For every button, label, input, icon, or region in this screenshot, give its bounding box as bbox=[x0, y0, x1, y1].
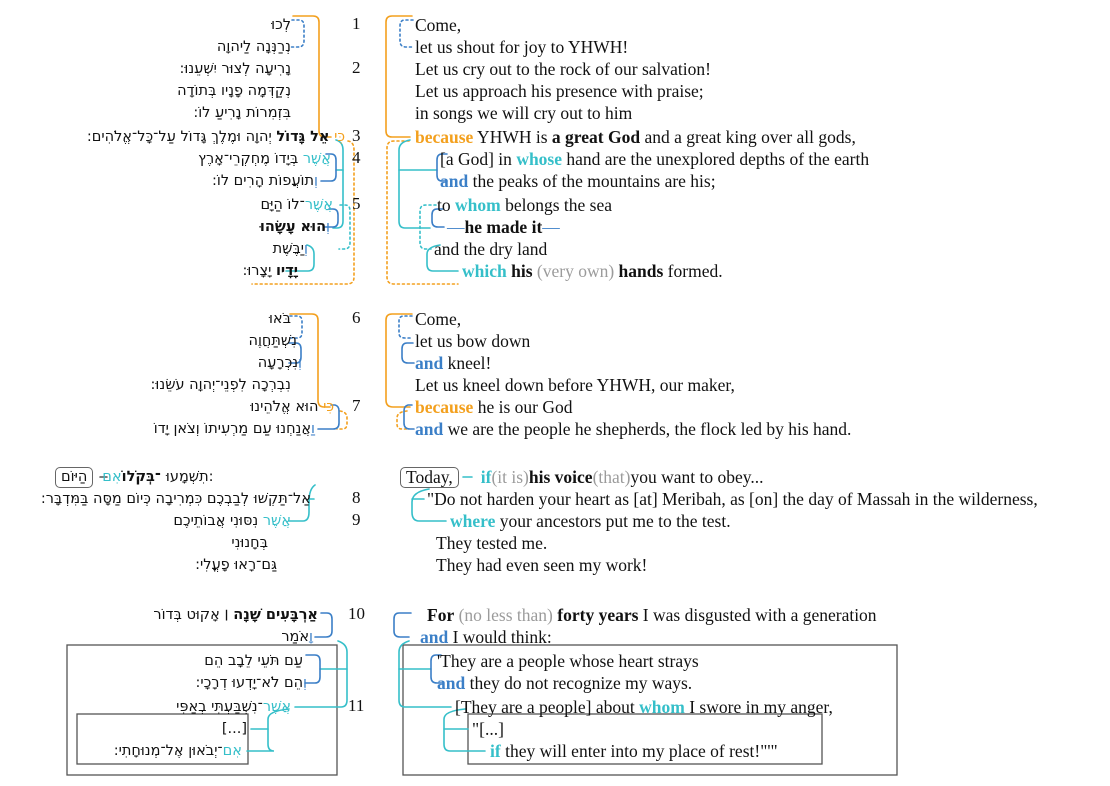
hebrew-segment: הוּא אֱלֹהֵינוּ bbox=[250, 399, 324, 415]
hebrew-line bbox=[242, 260, 298, 282]
hebrew-line bbox=[231, 532, 268, 554]
hebrew-segment: בֹּאוּ bbox=[268, 311, 291, 327]
hebrew-segment: : bbox=[208, 469, 214, 485]
hebrew-line bbox=[204, 650, 303, 672]
english-segment: Come, bbox=[415, 309, 462, 329]
hebrew-segment: נִסּוּנִי אֲבוֹתֵיכֶם bbox=[173, 513, 263, 529]
verse-number: 1 bbox=[352, 14, 361, 33]
hebrew-line bbox=[176, 696, 291, 718]
hebrew-segment: נָרִיעָה לְצוּר יִשְׁעֵנוּ: bbox=[179, 61, 291, 77]
clause-bracket bbox=[305, 655, 320, 683]
hebrew-line bbox=[154, 418, 315, 440]
english-segment: his voice bbox=[528, 467, 593, 487]
verse-number: 10 bbox=[348, 604, 365, 623]
english-segment: which bbox=[462, 261, 507, 281]
hebrew-line bbox=[250, 396, 334, 418]
hebrew-line bbox=[260, 216, 330, 238]
english-line bbox=[415, 58, 711, 80]
english-segment: kneel! bbox=[443, 353, 492, 373]
verse-number: 9 bbox=[352, 510, 361, 529]
hebrew-segment: הוּא עָשָׂהוּ bbox=[259, 219, 327, 235]
english-line bbox=[415, 102, 632, 124]
english-segment: — bbox=[447, 217, 465, 237]
hebrew-segment: הֵם לֹא־יָדְעוּ דְרָכָי: bbox=[195, 675, 304, 691]
hebrew-segment: וָ bbox=[309, 629, 313, 645]
hebrew-segment: נְקַדְּמָה פָנָיו בְּתוֹדָה bbox=[177, 83, 291, 99]
english-line bbox=[472, 718, 504, 740]
hebrew-line bbox=[55, 466, 214, 488]
english-segment: and bbox=[440, 171, 469, 191]
clause-bracket bbox=[386, 16, 412, 137]
english-segment: They had even seen my work! bbox=[436, 555, 648, 575]
hebrew-line bbox=[195, 672, 307, 694]
english-line bbox=[436, 554, 647, 576]
english-segment: because bbox=[415, 397, 474, 417]
hebrew-line bbox=[217, 36, 291, 58]
english-segment: and a great king over all gods, bbox=[640, 127, 856, 147]
hebrew-segment: וְ bbox=[304, 241, 308, 257]
english-line bbox=[415, 418, 851, 440]
hebrew-segment: ׀ אָקוּט בְּדוֹר bbox=[153, 607, 234, 623]
english-line bbox=[415, 14, 461, 36]
hebrew-segment: נִבְרְכָה לִפְנֵי־יְהוָה עֹשֵׂנוּ: bbox=[150, 377, 291, 393]
clause-bracket bbox=[402, 343, 414, 363]
english-segment: and bbox=[420, 627, 449, 647]
english-line bbox=[427, 604, 877, 626]
english-segment: (that) bbox=[592, 467, 631, 487]
verse-number: 4 bbox=[352, 148, 361, 167]
english-segment: if bbox=[490, 741, 501, 761]
hebrew-segment: אַרְבָּעִים שָׁנָה bbox=[233, 607, 318, 623]
english-segment: 'They are a people whose heart strays bbox=[437, 651, 699, 671]
hebrew-segment: כִּי bbox=[334, 129, 345, 145]
english-line bbox=[437, 650, 699, 672]
hebrew-segment: עַם תֹּעֵי לֵבָב הֵם bbox=[204, 653, 303, 669]
english-line bbox=[415, 374, 735, 396]
english-line bbox=[415, 36, 628, 58]
hebrew-line bbox=[248, 330, 297, 352]
hebrew-segment: אֹמַר bbox=[281, 629, 310, 645]
english-segment: he is our God bbox=[473, 397, 573, 417]
hebrew-segment: תוֹעֲפוֹת הָרִים לוֹ: bbox=[211, 173, 315, 189]
hebrew-segment: לְכוּ bbox=[271, 17, 291, 33]
english-segment: belongs the sea bbox=[500, 195, 612, 215]
clause-bracket bbox=[399, 140, 430, 228]
english-line bbox=[440, 148, 869, 170]
hebrew-segment: אֵל גָּדוֹל bbox=[276, 129, 330, 145]
hebrew-segment: אֲשֶׁר bbox=[262, 699, 291, 715]
english-segment: — bbox=[542, 217, 560, 237]
english-segment: let us bow down bbox=[415, 331, 531, 351]
english-segment: Let us kneel down before YHWH, our maker, bbox=[415, 375, 735, 395]
hebrew-line bbox=[151, 374, 291, 396]
english-line bbox=[434, 238, 547, 260]
english-line bbox=[450, 510, 731, 532]
english-line bbox=[415, 80, 704, 102]
english-segment: and bbox=[415, 353, 444, 373]
boxed-word-today: Today, bbox=[400, 467, 459, 488]
english-segment: where bbox=[450, 511, 496, 531]
hebrew-segment: אִם bbox=[102, 469, 122, 485]
english-segment: and bbox=[415, 419, 444, 439]
english-segment: let us shout for joy to YHWH! bbox=[415, 37, 629, 57]
english-line bbox=[415, 308, 461, 330]
english-segment: (no less than) bbox=[458, 605, 553, 625]
hebrew-segment: אֲנַחְנוּ עַם מַרְעִיתוֹ וְצֹאן יָדוֹ bbox=[153, 421, 312, 437]
english-line bbox=[415, 396, 572, 418]
hebrew-line bbox=[193, 102, 291, 124]
english-line bbox=[415, 330, 530, 352]
english-segment: formed. bbox=[663, 261, 723, 281]
english-segment: and bbox=[437, 673, 466, 693]
hebrew-segment: אַל־תַּקְשׁוּ לְבַבְכֶם כִּמְרִיבָה כְּיוֹם מַסָּה בַּמִּדְבָּר: bbox=[40, 491, 311, 507]
clause-bracket bbox=[400, 20, 413, 47]
hebrew-segment: ־לוֹ הַיָּם bbox=[260, 197, 305, 213]
english-segment: in songs we will cry out to him bbox=[415, 103, 633, 123]
english-segment: if bbox=[480, 467, 492, 487]
english-segment: you want to obey... bbox=[630, 467, 764, 487]
hebrew-segment: בְּיָדוֹ מֶחְקְרֵי־אָרֶץ bbox=[198, 151, 303, 167]
verse-number: 11 bbox=[348, 696, 365, 715]
english-segment: For bbox=[427, 605, 455, 625]
english-segment: because bbox=[415, 127, 474, 147]
hebrew-segment: כִּי bbox=[323, 399, 334, 415]
hebrew-segment: יְהוָה וּמֶלֶךְ גָּדוֹל עַל־כָּל־אֱלֹהִים: bbox=[86, 129, 277, 145]
english-segment: whom bbox=[455, 195, 501, 215]
hebrew-line bbox=[281, 626, 313, 648]
hebrew-segment: וַ bbox=[311, 421, 315, 437]
hebrew-line bbox=[41, 488, 311, 510]
hebrew-segment: יַבֶּשֶׁת bbox=[272, 241, 305, 257]
hebrew-line bbox=[177, 80, 291, 102]
hebrew-segment: ־יְבֹאוּן אֶל־מְנוּחָתִי: bbox=[113, 743, 223, 759]
hebrew-segment: נִשְׁתַּחֲוֶה bbox=[248, 333, 297, 349]
hebrew-line bbox=[258, 352, 302, 374]
clause-bracket bbox=[399, 316, 412, 338]
english-segment: whom bbox=[639, 697, 685, 717]
hebrew-segment: [...] bbox=[221, 721, 247, 737]
verse-number: 5 bbox=[352, 194, 361, 213]
english-segment: forty years bbox=[557, 605, 639, 625]
hebrew-line bbox=[269, 308, 291, 330]
english-line bbox=[420, 626, 552, 648]
hebrew-line bbox=[87, 126, 345, 148]
hebrew-segment: בִּזְמִרוֹת נָרִיעַ לוֹ: bbox=[193, 105, 291, 121]
english-segment: they will enter into my place of rest!"'" bbox=[500, 741, 778, 761]
clause-bracket bbox=[291, 20, 304, 47]
clause-bracket bbox=[404, 405, 414, 429]
english-segment: he made it bbox=[464, 217, 543, 237]
english-segment: they do not recognize my ways. bbox=[465, 673, 693, 693]
hebrew-segment: וְ bbox=[314, 173, 318, 189]
english-segment: [They are a people] about bbox=[455, 697, 640, 717]
hebrew-segment: יָדָיו bbox=[275, 263, 298, 279]
hebrew-line bbox=[271, 14, 291, 36]
hebrew-line bbox=[195, 554, 277, 576]
english-line bbox=[455, 696, 833, 718]
english-segment: your ancestors put me to the test. bbox=[495, 511, 731, 531]
english-segment: his bbox=[511, 261, 533, 281]
english-line bbox=[447, 216, 560, 238]
hebrew-segment: אֲשֶׁר bbox=[304, 197, 333, 213]
english-segment: I was disgusted with a generation bbox=[638, 605, 877, 625]
clause-bracket bbox=[386, 314, 412, 407]
english-line bbox=[462, 260, 723, 282]
hebrew-segment: אֲשֶׁר bbox=[262, 513, 291, 529]
english-segment: YHWH is bbox=[473, 127, 552, 147]
hebrew-segment: יָצָרוּ: bbox=[242, 263, 276, 279]
english-segment: hands bbox=[618, 261, 664, 281]
hebrew-line bbox=[153, 604, 318, 626]
hebrew-line bbox=[198, 148, 331, 170]
verse-number: 8 bbox=[352, 488, 361, 507]
verse-number: 3 bbox=[352, 126, 361, 145]
english-line bbox=[437, 672, 692, 694]
english-segment: I would think: bbox=[448, 627, 552, 647]
english-segment: Let us approach his presence with praise; bbox=[415, 81, 704, 101]
english-segment: (very own) bbox=[536, 261, 615, 281]
hebrew-line bbox=[222, 718, 247, 740]
hebrew-line bbox=[260, 194, 333, 216]
hebrew-segment: אֲשֶׁר bbox=[302, 151, 331, 167]
english-line bbox=[436, 532, 547, 554]
hebrew-segment: גַּם־רָאוּ פָעֳלִי: bbox=[195, 557, 277, 573]
hebrew-segment: ־נִשְׁבַּעְתִּי בְאַפִּי bbox=[176, 699, 263, 715]
english-line bbox=[415, 352, 491, 374]
hebrew-segment: וְ bbox=[303, 675, 307, 691]
hebrew-line bbox=[114, 740, 242, 762]
hebrew-segment: נְרַנְּנָה לַיהוָה bbox=[216, 39, 291, 55]
hebrew-segment: נִכְרָעָה bbox=[257, 355, 299, 371]
verse-number: 7 bbox=[352, 396, 361, 415]
english-segment: "[...] bbox=[472, 719, 504, 739]
english-segment: we are the people he shepherds, the flock led by his hand. bbox=[443, 419, 852, 439]
hebrew-segment: תִשְׁמָעוּ bbox=[165, 469, 209, 485]
hebrew-line bbox=[180, 58, 292, 80]
english-segment: (it is) bbox=[491, 467, 529, 487]
english-segment: a great God bbox=[551, 127, 641, 147]
english-line bbox=[427, 488, 1038, 510]
english-segment: Come, bbox=[415, 15, 462, 35]
clause-bracket bbox=[293, 16, 331, 137]
english-segment: They tested me. bbox=[436, 533, 548, 553]
english-segment: the peaks of the mountains are his; bbox=[468, 171, 716, 191]
hebrew-segment: אִם bbox=[222, 743, 242, 759]
hebrew-line bbox=[212, 170, 318, 192]
english-segment: whose bbox=[516, 149, 563, 169]
hebrew-segment: וְ bbox=[326, 219, 330, 235]
english-segment: I swore in my anger, bbox=[684, 697, 833, 717]
hebrew-segment: ־בְּקֹלוֹ bbox=[121, 469, 161, 485]
clause-bracket bbox=[394, 613, 411, 637]
english-segment: hand are the unexplored depths of the earth bbox=[562, 149, 870, 169]
english-line bbox=[437, 194, 612, 216]
hebrew-line bbox=[173, 510, 291, 532]
english-line bbox=[490, 740, 778, 762]
hebrew-segment: וְ bbox=[298, 355, 302, 371]
english-segment: "Do not harden your heart as [at] Meribah, as [on] the day of Massah in the wilderness, bbox=[427, 489, 1038, 509]
english-line bbox=[415, 126, 856, 148]
english-segment: Let us cry out to the rock of our salvation! bbox=[415, 59, 711, 79]
english-segment: [a God] in bbox=[440, 149, 517, 169]
hebrew-segment: בְּחָנוּנִי bbox=[231, 535, 268, 551]
hebrew-line bbox=[273, 238, 308, 260]
boxed-word-hayom: הַיּוֹם bbox=[55, 467, 93, 488]
verse-number: 6 bbox=[352, 308, 361, 327]
english-segment: to bbox=[437, 195, 455, 215]
verse-number: 2 bbox=[352, 58, 361, 77]
english-segment: and the dry land bbox=[434, 239, 548, 259]
english-line bbox=[400, 466, 763, 488]
english-line bbox=[440, 170, 716, 192]
